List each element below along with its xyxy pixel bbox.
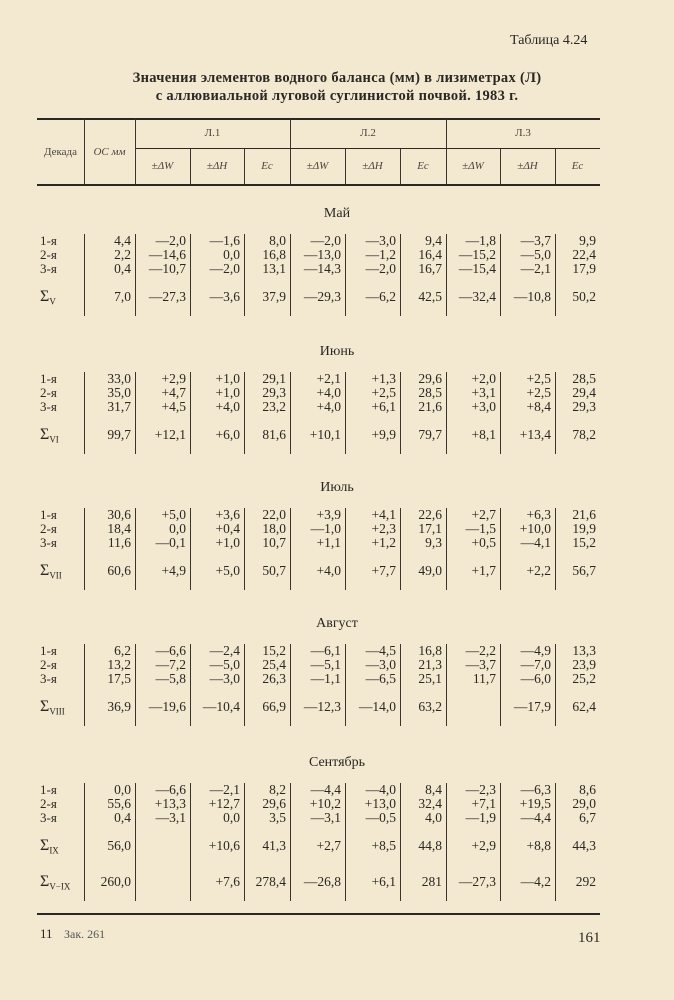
table-cell: +0,4 — [215, 521, 240, 536]
table-cell: 8,4 — [425, 782, 442, 797]
row-label-text: 2-я — [40, 385, 57, 400]
row-label-text: 2-я — [40, 796, 57, 811]
month-heading: Август — [316, 616, 358, 631]
row-label-text: Σ — [40, 426, 50, 443]
table-cell: 32,4 — [418, 796, 442, 811]
row-label — [40, 811, 57, 825]
table-cell: —17,9 — [513, 699, 551, 714]
table-cell: +1,7 — [471, 563, 496, 578]
row-label-text: Σ — [40, 288, 50, 305]
table-cell: 18,4 — [107, 521, 131, 536]
table-cell: +4,0 — [215, 399, 240, 414]
table-cell: +10,6 — [208, 838, 240, 853]
table-cell: —2,0 — [209, 261, 240, 276]
table-cell: 292 — [575, 874, 596, 889]
table-cell: +8,1 — [471, 427, 496, 442]
table-cell: 41,3 — [262, 838, 286, 853]
table-cell: 19,9 — [572, 521, 596, 536]
table-cell: —1,1 — [310, 671, 341, 686]
table-cell: +2,5 — [526, 385, 551, 400]
table-cell: +5,0 — [215, 563, 240, 578]
table-cell: 8,6 — [579, 782, 596, 797]
row-label-text: Σ — [40, 698, 50, 715]
table-cell: —2,2 — [465, 643, 496, 658]
table-number: Таблица 4.24 — [510, 33, 588, 48]
table-cell: 9,9 — [579, 233, 596, 248]
table-cell: 17,1 — [418, 521, 442, 536]
table-cell: +1,0 — [215, 371, 240, 386]
table-cell: +13,3 — [154, 796, 186, 811]
table-cell: —12,3 — [303, 699, 341, 714]
row-label-text: 2-я — [40, 247, 57, 262]
table-cell: 9,4 — [425, 233, 442, 248]
row-label-text: Σ — [40, 562, 50, 579]
table-cell: —10,8 — [513, 289, 551, 304]
header-sub-dw: ±ΔW — [462, 160, 484, 172]
table-cell: 49,0 — [418, 563, 442, 578]
table-cell: 42,5 — [418, 289, 442, 304]
table-cell: 99,7 — [107, 427, 131, 442]
table-cell: +3,0 — [471, 399, 496, 414]
row-label — [40, 522, 57, 536]
table-cell: —2,4 — [209, 643, 240, 658]
row-label-text: 2-я — [40, 521, 57, 536]
table-cell: —4,4 — [310, 782, 341, 797]
table-cell: 29,6 — [418, 371, 442, 386]
table-cell: —2,0 — [365, 261, 396, 276]
row-label — [40, 262, 57, 276]
table-cell: +4,0 — [316, 563, 341, 578]
table-cell: —2,3 — [465, 782, 496, 797]
table-cell: 0,0 — [169, 521, 186, 536]
table-cell: 8,0 — [269, 233, 286, 248]
table-cell: 62,4 — [572, 699, 596, 714]
table-cell: 29,0 — [572, 796, 596, 811]
table-cell: +2,0 — [471, 371, 496, 386]
table-cell: —3,0 — [209, 671, 240, 686]
table-cell: +4,7 — [161, 385, 186, 400]
header-lysimeter-3: Л.3 — [515, 127, 531, 139]
table-cell: 79,7 — [418, 427, 442, 442]
table-cell: —1,5 — [465, 521, 496, 536]
table-cell: 30,6 — [107, 507, 131, 522]
table-cell: 7,0 — [114, 289, 131, 304]
table-cell: +5,0 — [161, 507, 186, 522]
row-label-text: 3-я — [40, 671, 57, 686]
table-cell: 25,4 — [262, 657, 286, 672]
table-cell: +10,0 — [519, 521, 551, 536]
header-decade: Декада — [43, 146, 78, 158]
table-cell: —1,9 — [465, 810, 496, 825]
table-cell: +2,3 — [371, 521, 396, 536]
row-label-subscript: IX — [49, 845, 59, 856]
table-cell: —27,3 — [458, 874, 496, 889]
row-label — [40, 797, 57, 811]
table-cell: —5,1 — [310, 657, 341, 672]
table-cell: 17,5 — [107, 671, 131, 686]
table-cell: 11,7 — [472, 671, 496, 686]
table-cell: 29,3 — [262, 385, 286, 400]
table-cell: +6,1 — [371, 399, 396, 414]
table-cell: 56,0 — [107, 838, 131, 853]
table-cell: —15,2 — [458, 247, 496, 262]
table-cell: —3,7 — [520, 233, 551, 248]
table-cell: +4,9 — [161, 563, 186, 578]
table-cell: +10,1 — [309, 427, 341, 442]
table-cell: —6,5 — [365, 671, 396, 686]
table-cell: —5,0 — [520, 247, 551, 262]
table-cell: 22,0 — [262, 507, 286, 522]
table-cell: 15,2 — [572, 535, 596, 550]
header-sub-dh: ±ΔH — [517, 160, 538, 172]
header-sub-ec: Ec — [417, 160, 429, 172]
table-cell: +8,5 — [371, 838, 396, 853]
row-label-subscript: V — [49, 296, 56, 307]
row-label — [40, 644, 57, 658]
header-sub-ec: Ec — [571, 160, 584, 172]
table-cell: +1,0 — [215, 535, 240, 550]
table-cell: 10,7 — [262, 535, 286, 550]
table-cell: —6,0 — [520, 671, 551, 686]
table-cell: 0,4 — [114, 810, 131, 825]
table-cell: —6,2 — [365, 289, 396, 304]
table-cell: —1,2 — [365, 247, 396, 262]
row-label-text: 2-я — [40, 657, 57, 672]
table-cell: +2,1 — [316, 371, 341, 386]
table-cell: 16,8 — [418, 643, 442, 658]
table-cell: +2,9 — [471, 838, 496, 853]
table-cell: 23,2 — [262, 399, 286, 414]
table-cell: —3,6 — [209, 289, 240, 304]
header-lysimeter-2: Л.2 — [360, 127, 376, 139]
table-cell: —4,4 — [520, 810, 551, 825]
table-cell: 6,7 — [579, 810, 596, 825]
table-cell: —4,1 — [520, 535, 551, 550]
table-cell: —0,5 — [365, 810, 396, 825]
table-cell: —3,0 — [365, 657, 396, 672]
table-cell: —1,6 — [209, 233, 240, 248]
table-cell: +3,6 — [215, 507, 240, 522]
table-cell: —3,7 — [465, 657, 496, 672]
table-cell: 81,6 — [262, 427, 286, 442]
table-cell: 6,2 — [114, 643, 131, 658]
row-label — [40, 700, 65, 719]
table-cell: —4,9 — [520, 643, 551, 658]
table-cell: —26,8 — [303, 874, 341, 889]
table-cell: —13,0 — [303, 247, 341, 262]
table-cell: 35,0 — [107, 385, 131, 400]
table-cell: 17,9 — [572, 261, 596, 276]
table-bottom-rule — [37, 913, 600, 915]
table-cell: 37,9 — [262, 289, 286, 304]
table-cell: +2,5 — [371, 385, 396, 400]
table-cell: 16,8 — [262, 247, 286, 262]
table-top-rule — [37, 118, 600, 120]
row-label — [40, 400, 57, 414]
table-cell: —5,0 — [209, 657, 240, 672]
row-label — [40, 290, 56, 309]
table-cell: +2,5 — [526, 371, 551, 386]
table-cell: 16,4 — [418, 247, 442, 262]
table-cell: 25,1 — [418, 671, 442, 686]
table-cell: —2,0 — [310, 233, 341, 248]
month-heading: Май — [323, 206, 351, 221]
table-cell: 50,2 — [572, 289, 596, 304]
row-label — [40, 234, 57, 248]
table-title-line2: с аллювиальной луговой суглинистой почвой. 1983 г. — [155, 88, 519, 104]
table-cell: 28,5 — [572, 371, 596, 386]
table-cell: 33,0 — [107, 371, 131, 386]
table-cell: —15,4 — [458, 261, 496, 276]
table-cell: +7,7 — [371, 563, 396, 578]
row-label-text: Σ — [40, 837, 50, 854]
row-label-text: 3-я — [40, 535, 57, 550]
table-cell: 50,7 — [262, 563, 286, 578]
table-cell: +13,4 — [519, 427, 551, 442]
table-cell: —0,1 — [155, 535, 186, 550]
row-label-subscript: VI — [49, 434, 59, 445]
table-cell: 66,9 — [262, 699, 286, 714]
table-cell: 2,2 — [114, 247, 131, 262]
row-label — [40, 508, 57, 522]
table-cell: —4,5 — [365, 643, 396, 658]
table-cell: 36,9 — [107, 699, 131, 714]
table-cell: 4,0 — [425, 810, 442, 825]
row-label — [40, 658, 57, 672]
signature-mark: 11 — [40, 926, 53, 941]
table-cell: 22,4 — [572, 247, 596, 262]
row-label-text: 1-я — [40, 643, 57, 658]
table-cell: 0,4 — [114, 261, 131, 276]
header-sub-dh: ±ΔH — [206, 160, 228, 172]
row-label — [40, 875, 70, 894]
table-cell: 18,0 — [262, 521, 286, 536]
header-sub-rule — [135, 148, 600, 149]
row-label — [40, 386, 57, 400]
table-cell: —14,0 — [358, 699, 396, 714]
table-cell: 278,4 — [255, 874, 286, 889]
table-cell: —3,0 — [365, 233, 396, 248]
table-cell: —27,3 — [148, 289, 186, 304]
table-cell: —2,0 — [155, 233, 186, 248]
table-cell: +7,6 — [215, 874, 240, 889]
table-cell: +7,1 — [471, 796, 496, 811]
table-cell: 44,3 — [572, 838, 596, 853]
table-cell: —6,6 — [155, 782, 186, 797]
table-cell: 11,6 — [107, 535, 131, 550]
table-cell: 29,1 — [262, 371, 286, 386]
table-cell: +2,7 — [316, 838, 341, 853]
row-label-text: 1-я — [40, 371, 57, 386]
table-cell: +10,2 — [309, 796, 341, 811]
table-cell: +0,5 — [471, 535, 496, 550]
table-cell: 13,2 — [107, 657, 131, 672]
header-sub-dw: ±ΔW — [151, 160, 174, 172]
table-cell: 21,6 — [418, 399, 442, 414]
order-number: Зак. 261 — [64, 927, 106, 941]
table-cell: 78,2 — [572, 427, 596, 442]
table-cell: 55,6 — [107, 796, 131, 811]
table-cell: +2,9 — [161, 371, 186, 386]
table-cell: 8,2 — [269, 782, 286, 797]
row-label-text: 3-я — [40, 399, 57, 414]
table-cell: —7,0 — [520, 657, 551, 672]
table-cell: +13,0 — [364, 796, 396, 811]
table-cell: 63,2 — [418, 699, 442, 714]
table-cell: —1,0 — [310, 521, 341, 536]
row-label — [40, 672, 57, 686]
table-cell: —7,2 — [155, 657, 186, 672]
table-cell: +9,9 — [371, 427, 396, 442]
table-cell: 15,2 — [262, 643, 286, 658]
page-number: 161 — [578, 930, 601, 946]
table-cell: —5,8 — [155, 671, 186, 686]
table-cell: 0,0 — [223, 247, 240, 262]
header-sub-ec: Ec — [261, 160, 273, 172]
table-cell: —3,1 — [155, 810, 186, 825]
header-sub-dw: ±ΔW — [306, 160, 329, 172]
header-bottom-rule — [37, 184, 600, 186]
table-cell: —6,6 — [155, 643, 186, 658]
table-cell: 13,3 — [572, 643, 596, 658]
table-cell: +4,5 — [161, 399, 186, 414]
table-cell: +8,8 — [526, 838, 551, 853]
table-cell: —6,3 — [520, 782, 551, 797]
table-cell: 26,3 — [262, 671, 286, 686]
table-cell: 260,0 — [100, 874, 131, 889]
table-cell: 60,6 — [107, 563, 131, 578]
table-cell: +12,1 — [154, 427, 186, 442]
table-cell: 22,6 — [418, 507, 442, 522]
table-cell: 56,7 — [572, 563, 596, 578]
table-cell: —6,1 — [310, 643, 341, 658]
row-label-subscript: V−IX — [49, 881, 71, 892]
table-cell: —14,3 — [303, 261, 341, 276]
row-label — [40, 839, 59, 858]
month-heading: Июнь — [319, 344, 355, 359]
row-label-subscript: VII — [49, 570, 62, 581]
table-cell: 25,2 — [572, 671, 596, 686]
table-cell: —10,4 — [202, 699, 240, 714]
table-cell: 44,8 — [418, 838, 442, 853]
row-label-text: 3-я — [40, 261, 57, 276]
table-cell: —32,4 — [458, 289, 496, 304]
table-cell: +4,0 — [316, 399, 341, 414]
table-cell: 4,4 — [114, 233, 131, 248]
table-cell: +12,7 — [208, 796, 240, 811]
row-label — [40, 783, 57, 797]
header-os: ОС мм — [93, 146, 126, 158]
table-cell: —14,6 — [148, 247, 186, 262]
table-cell: 281 — [421, 874, 442, 889]
row-label — [40, 372, 57, 386]
table-cell: 29,4 — [572, 385, 596, 400]
table-cell: —1,8 — [465, 233, 496, 248]
row-label — [40, 248, 57, 262]
table-cell: +1,0 — [215, 385, 240, 400]
table-cell: +4,0 — [316, 385, 341, 400]
table-cell: 16,7 — [418, 261, 442, 276]
table-cell: —2,1 — [520, 261, 551, 276]
table-cell: +3,1 — [471, 385, 496, 400]
table-cell: 13,1 — [262, 261, 286, 276]
row-label — [40, 564, 62, 583]
row-label-text: 1-я — [40, 507, 57, 522]
month-heading: Сентябрь — [308, 755, 366, 770]
table-cell: +6,3 — [526, 507, 551, 522]
table-cell: —2,1 — [209, 782, 240, 797]
table-cell: —4,0 — [365, 782, 396, 797]
row-label-text: 3-я — [40, 810, 57, 825]
table-cell: 0,0 — [114, 782, 131, 797]
table-cell: +19,5 — [519, 796, 551, 811]
table-cell: —3,1 — [310, 810, 341, 825]
table-cell: +2,7 — [471, 507, 496, 522]
table-cell: 29,3 — [572, 399, 596, 414]
table-cell: +8,4 — [526, 399, 551, 414]
table-cell: +2,2 — [526, 563, 551, 578]
row-label-subscript: VIII — [49, 706, 65, 717]
table-cell: 21,3 — [418, 657, 442, 672]
table-cell: +1,3 — [371, 371, 396, 386]
table-title-line1: Значения элементов водного баланса (мм) в лизиметрах (Л) — [132, 70, 542, 86]
row-label-text: 1-я — [40, 782, 57, 797]
header-lysimeter-1: Л.1 — [204, 127, 221, 139]
month-heading: Июль — [320, 480, 354, 495]
row-label — [40, 536, 57, 550]
table-cell: —29,3 — [303, 289, 341, 304]
table-cell: +1,1 — [316, 535, 341, 550]
table-cell: —4,2 — [520, 874, 551, 889]
row-label — [40, 428, 59, 447]
table-cell: +3,9 — [316, 507, 341, 522]
table-cell: —19,6 — [148, 699, 186, 714]
table-cell: 3,5 — [269, 810, 286, 825]
table-cell: 9,3 — [425, 535, 442, 550]
table-cell: —10,7 — [148, 261, 186, 276]
row-label-text: 1-я — [40, 233, 57, 248]
table-cell: 28,5 — [418, 385, 442, 400]
table-cell: +1,2 — [371, 535, 396, 550]
table-cell: 21,6 — [572, 507, 596, 522]
table-cell: 29,6 — [262, 796, 286, 811]
table-cell: 31,7 — [107, 399, 131, 414]
table-cell: 0,0 — [223, 810, 240, 825]
table-cell: +4,1 — [371, 507, 396, 522]
table-cell: +6,0 — [215, 427, 240, 442]
table-cell: 23,9 — [572, 657, 596, 672]
header-sub-dh: ±ΔH — [362, 160, 383, 172]
row-label-text: Σ — [40, 873, 50, 890]
table-cell: +6,1 — [371, 874, 396, 889]
